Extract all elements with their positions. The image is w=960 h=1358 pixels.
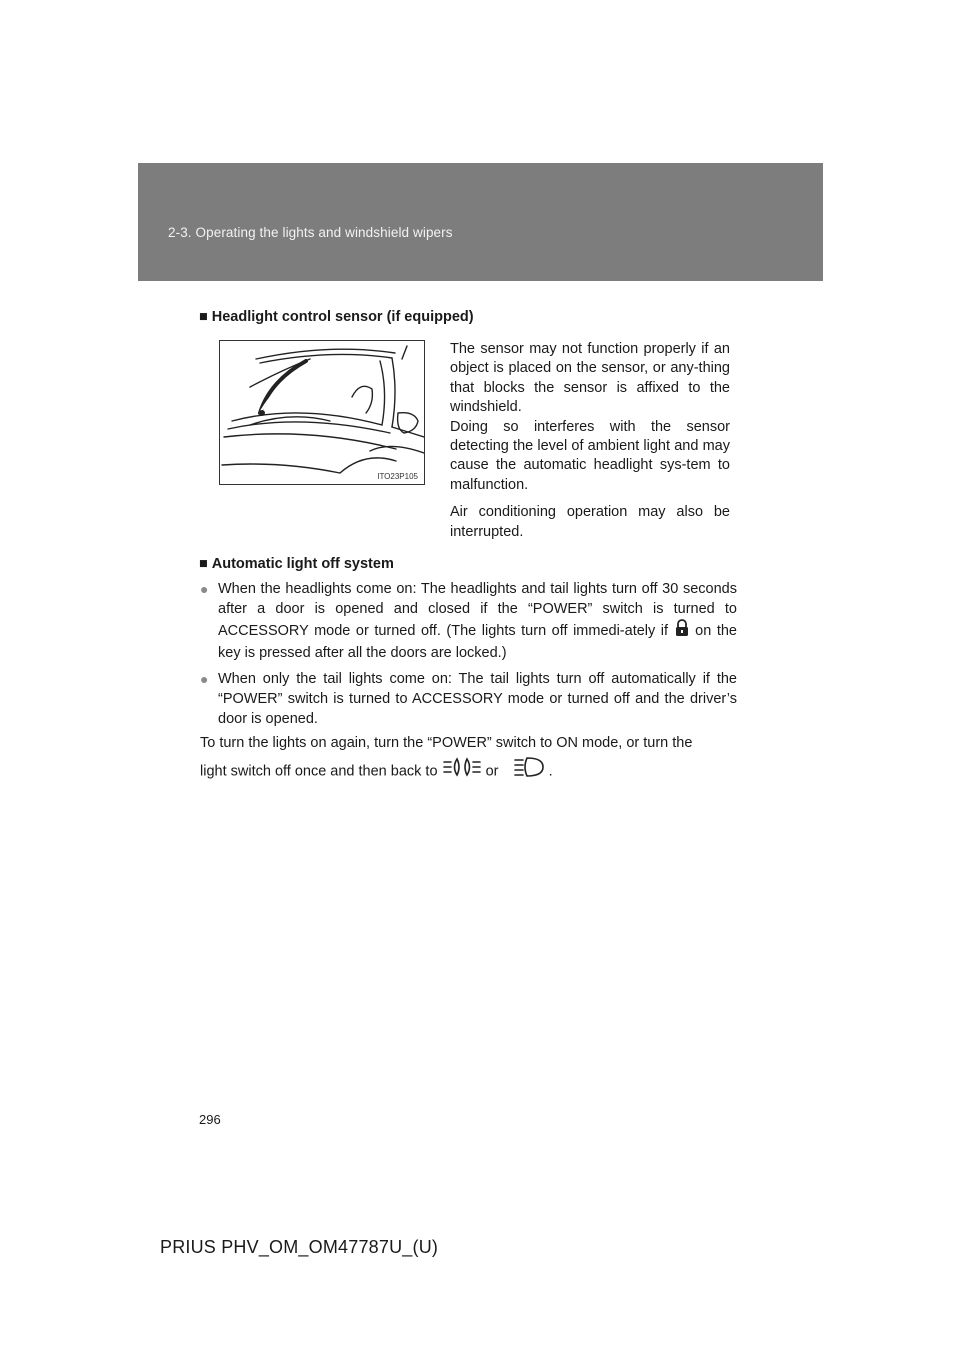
closing-text-part: or — [485, 763, 499, 780]
section-header-band — [138, 163, 823, 281]
bullet-text: When only the tail lights come on: The tail lights turn off automatically if the “POWER” switch is turned to ACCESSORY mode or turned off and the driver’s door is opened. — [218, 671, 737, 727]
car-windshield-drawing — [220, 341, 424, 484]
sensor-paragraph: Doing so interferes with the sensor detecting the level of ambient light and may cause the automatic headlight sys-tem to malfunction. — [450, 418, 730, 493]
auto-off-heading-text: Automatic light off system — [211, 556, 394, 572]
lock-icon — [674, 619, 690, 644]
list-item — [200, 580, 737, 663]
figure-code: ITO23P105 — [377, 472, 418, 481]
document-id: PRIUS PHV_OM_OM47787U_(U) — [160, 1237, 439, 1257]
closing-text-part: light switch off once and then back to — [200, 763, 438, 780]
section-title: 2-3. Operating the lights and windshield wipers — [168, 225, 453, 240]
closing-text — [200, 730, 740, 787]
sensor-paragraph: The sensor may not function properly if an object is placed on the sensor, or any-thing that blocks the sensor is affixed to the windshield. — [450, 341, 730, 416]
auto-off-bullets — [200, 580, 737, 736]
page-number: 296 — [199, 1112, 221, 1127]
sensor-heading — [199, 309, 474, 325]
heading-marker: ■ — [199, 556, 208, 572]
bullet-text: on the key is pressed after all the doors are locked.) — [218, 623, 737, 661]
sensor-heading-text: Headlight control sensor (if equipped) — [211, 309, 474, 325]
tail-light-icon — [442, 757, 482, 786]
sensor-description — [450, 340, 730, 550]
windshield-sensor-illustration — [219, 340, 425, 485]
closing-text-part: . — [548, 763, 553, 780]
headlight-icon — [513, 756, 545, 787]
bullet-marker: ● — [200, 671, 209, 688]
bullet-marker: ● — [200, 581, 209, 597]
closing-line — [200, 756, 740, 787]
list-item — [200, 670, 737, 729]
closing-line: To turn the lights on again, turn the “POWER” switch to ON mode, or turn the — [200, 735, 693, 751]
auto-off-heading — [199, 556, 394, 572]
sensor-paragraph: Air conditioning operation may also be interrupted. — [450, 504, 730, 540]
heading-marker: ■ — [199, 309, 208, 325]
bullet-text: When the headlights come on: The headlights and tail lights turn off 30 seconds after a door is opened and closed if the “POWER” switch is turned to ACCESSORY mode or turned off. (The lights turn off immedi-ately if — [218, 581, 737, 640]
